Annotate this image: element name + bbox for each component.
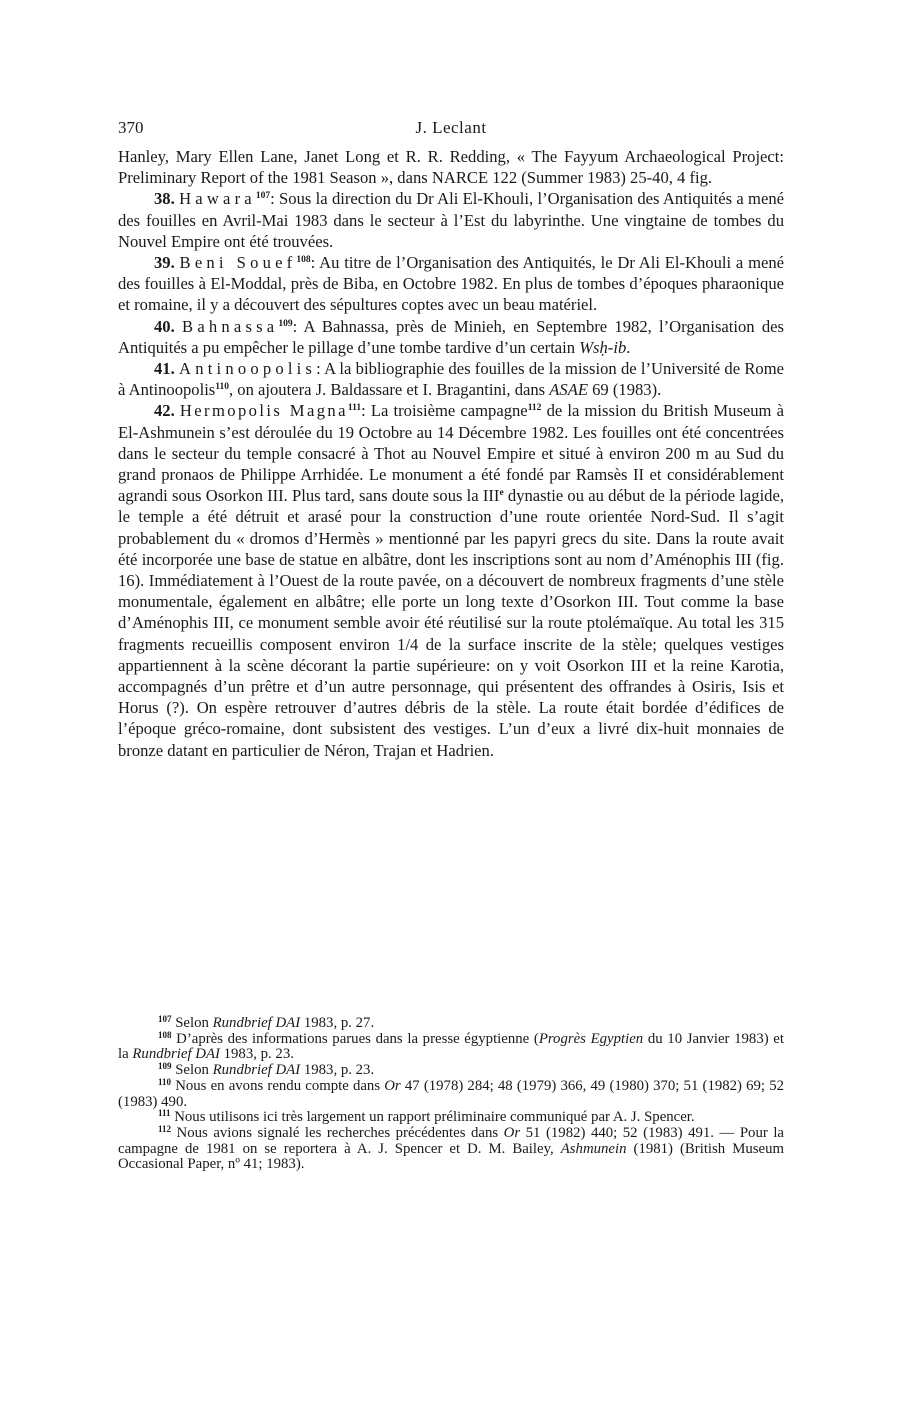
entry-text-mid: , on ajoutera J. Baldassare et I. Bragantini, dans <box>229 380 550 400</box>
entry-38 <box>118 188 784 252</box>
footnote-ref: 107 <box>255 191 271 202</box>
ordinal-suffix: e <box>499 488 504 499</box>
footnote-ref: 111 <box>347 403 362 414</box>
running-title-author: J. Leclant <box>415 118 487 137</box>
footnote-number: 108 <box>158 1029 172 1040</box>
footnote-107 <box>118 1016 784 1032</box>
footnote-italic: Rundbrief DAI <box>212 1015 301 1031</box>
footnote-ref: 108 <box>296 255 311 266</box>
entry-40 <box>118 316 784 358</box>
footnote-number: 109 <box>158 1061 172 1072</box>
entry-number: 39. <box>154 253 175 273</box>
footnote-number: 107 <box>158 1014 172 1024</box>
footnote-110 <box>118 1076 784 1110</box>
entry-number: 40. <box>154 316 175 336</box>
footnote-number: 110 <box>158 1076 172 1087</box>
entry-41 <box>118 358 784 400</box>
footnote-text: 1983, p. 27. <box>300 1015 375 1031</box>
footnote-number: 111 <box>158 1108 171 1119</box>
entry-text-end: . <box>626 337 631 357</box>
entry-number: 38. <box>154 189 175 209</box>
footnote-number: 112 <box>158 1123 172 1134</box>
footnote-text: D’après des informations parues dans la presse égyptienne ( <box>176 1030 539 1047</box>
footnote-ref: 110 <box>215 382 229 393</box>
entry-text: : La troisième campagne <box>361 401 528 421</box>
entry-text: : A la bibliographie des fouilles de la mission de l’Université de Rome à Antinoopolis <box>118 359 784 400</box>
entry-text: : A Bahnassa, près de Minieh, en Septembre 1982, l’Organisation des Antiquités a pu empêcher le pillage d’une tombe tardive d’un certain <box>118 316 785 357</box>
entry-text-end: 69 (1983). <box>587 380 662 400</box>
body-text <box>118 146 784 761</box>
footnote-109 <box>118 1063 784 1079</box>
footnote-italic: Rundbrief DAI <box>132 1046 220 1063</box>
footnote-text: (1981) (British Museum Occasional Paper, nº 41; 1983). <box>118 1140 785 1173</box>
footnote-text: 47 (1978) 284; 48 (1979) 366, 49 (1980) 370; 51 (1982) 69; 52 (1983) 490. <box>118 1077 784 1110</box>
place-name: Beni Souef <box>179 253 297 273</box>
italic-name: Wsḥ-ib <box>579 337 627 357</box>
footnote-text: Nous utilisons ici très largement un rapport préliminaire communiqué par A. J. Spencer. <box>174 1109 695 1126</box>
page <box>118 112 784 761</box>
page-number: 370 <box>118 118 144 137</box>
footnote-ref: 109 <box>278 318 293 329</box>
footnote-text: 1983, p. 23. <box>219 1046 294 1063</box>
footnote-ref: 112 <box>527 403 542 414</box>
footnotes <box>118 1016 784 1173</box>
entry-text-mid: de la mission du British Museum à El-Ashmunein s’est déroulée du 19 Octobre au 14 Décembre 1982. Les fouilles ont été concentrées dans le secteur du temple consacré à Thot au Nouvel Empire et situé à environ 200 m au Sud du grand pronaos de Philippe Arrhidée. Le monument a été fondé par Ramsès II et considérablement agrandi sous Osorkon III. Plus tard, sans doute sous la III <box>118 401 784 506</box>
place-name: Bahnassa <box>182 316 279 336</box>
entry-text: : Sous la direction du Dr Ali El-Khouli, l’Organisation des Antiquités a mené des fouilles en Avril-Mai 1983 dans le secteur à l’Est du labyrinthe. Une vingtaine de tombes du Nouvel Empire ont été trouvées. <box>118 189 784 251</box>
entry-42 <box>118 400 784 760</box>
place-name: Hermopolis Magna <box>179 401 348 421</box>
entry-number: 42. <box>154 401 175 421</box>
footnote-italic: Rundbrief DAI <box>212 1062 301 1079</box>
footnote-italic: Or <box>384 1077 401 1094</box>
footnote-text: 1983, p. 23. <box>300 1062 375 1079</box>
footnote-text: Nous avions signalé les recherches précédentes dans <box>176 1124 504 1141</box>
running-head <box>118 112 784 146</box>
footnote-italic: Progrès Egyptien <box>538 1030 644 1047</box>
footnote-111 <box>118 1110 784 1126</box>
footnote-text: Nous en avons rendu compte dans <box>175 1077 385 1094</box>
footnote-text: Selon <box>175 1062 213 1079</box>
footnote-italic: Ashmunein <box>560 1140 627 1157</box>
journal-abbrev: ASAE <box>549 380 588 400</box>
entry-text-end: dynastie ou au début de la période lagide, le temple a été détruit et arasé pour la construction d’une route orientée Nord-Sud. Il s’agit probablement du « dromos d’Hermès » mentionné par les papyri grecs du site. Dans la route avait été incorporée une base de statue en albâtre, dont les inscriptions sont au nom d’Aménophis III (fig. 16). Immédiatement à l’Ouest de la route pavée, on a découvert de nombreux fragments d’une stèle monumentale, également en albâtre; elle porte un long texte d’Osorkon III. Tout comme la base d’Aménophis III, ce monument semble avoir été réutilisé sur la route ptolémaïque. Au total les 315 fragments recueillis composent environ 1/4 de la surface inscrite de la stèle; quelques vestiges appartiennent à la scène décorant la partie supérieure: on y voit Osorkon III et la reine Karotia, accompagnés d’un prêtre et d’un autre personnage, qui présentent des offrandes à Osiris, Isis et Horus (?). On espère retrouver d’autres débris de la stèle. La route était bordée d’édifices de l’époque gréco-romaine, dont subsistent des vestiges. L’un d’eux a livré dix-huit monnaies de bronze datant en particulier de Néron, Trajan et Hadrien. <box>118 486 784 760</box>
entry-number: 41. <box>154 359 175 379</box>
entry-39 <box>118 252 784 316</box>
place-name: Hawara <box>179 189 256 209</box>
footnote-text: Selon <box>175 1015 213 1031</box>
footnote-text: 51 (1982) 440; 52 (1983) 491. — Pour la campagne de 1981 on se reportera à A. J. Spencer et D. M. Bailey, <box>118 1124 784 1157</box>
footnote-108 <box>118 1029 784 1063</box>
entry-text: : Au titre de l’Organisation des Antiquités, le Dr Ali El-Khouli a mené des fouilles à El-Moddal, près de Biba, en Octobre 1982. En plus de tombes d’époques pharaonique et romaine, il y a découvert des sépultures coptes avec un beau matériel. <box>118 253 785 315</box>
place-name: Antinoopolis <box>179 359 317 379</box>
continuation-paragraph: Hanley, Mary Ellen Lane, Janet Long et R. R. Redding, « The Fayyum Archaeological Project: Preliminary Report of the 1981 Season », dans NARCE 122 (Summer 1983) 25-40, 4 fig. <box>118 147 784 188</box>
footnote-italic: Or <box>503 1124 521 1141</box>
footnote-112 <box>118 1123 785 1173</box>
footnote-text: du 10 Janvier 1983) et la <box>118 1030 784 1063</box>
